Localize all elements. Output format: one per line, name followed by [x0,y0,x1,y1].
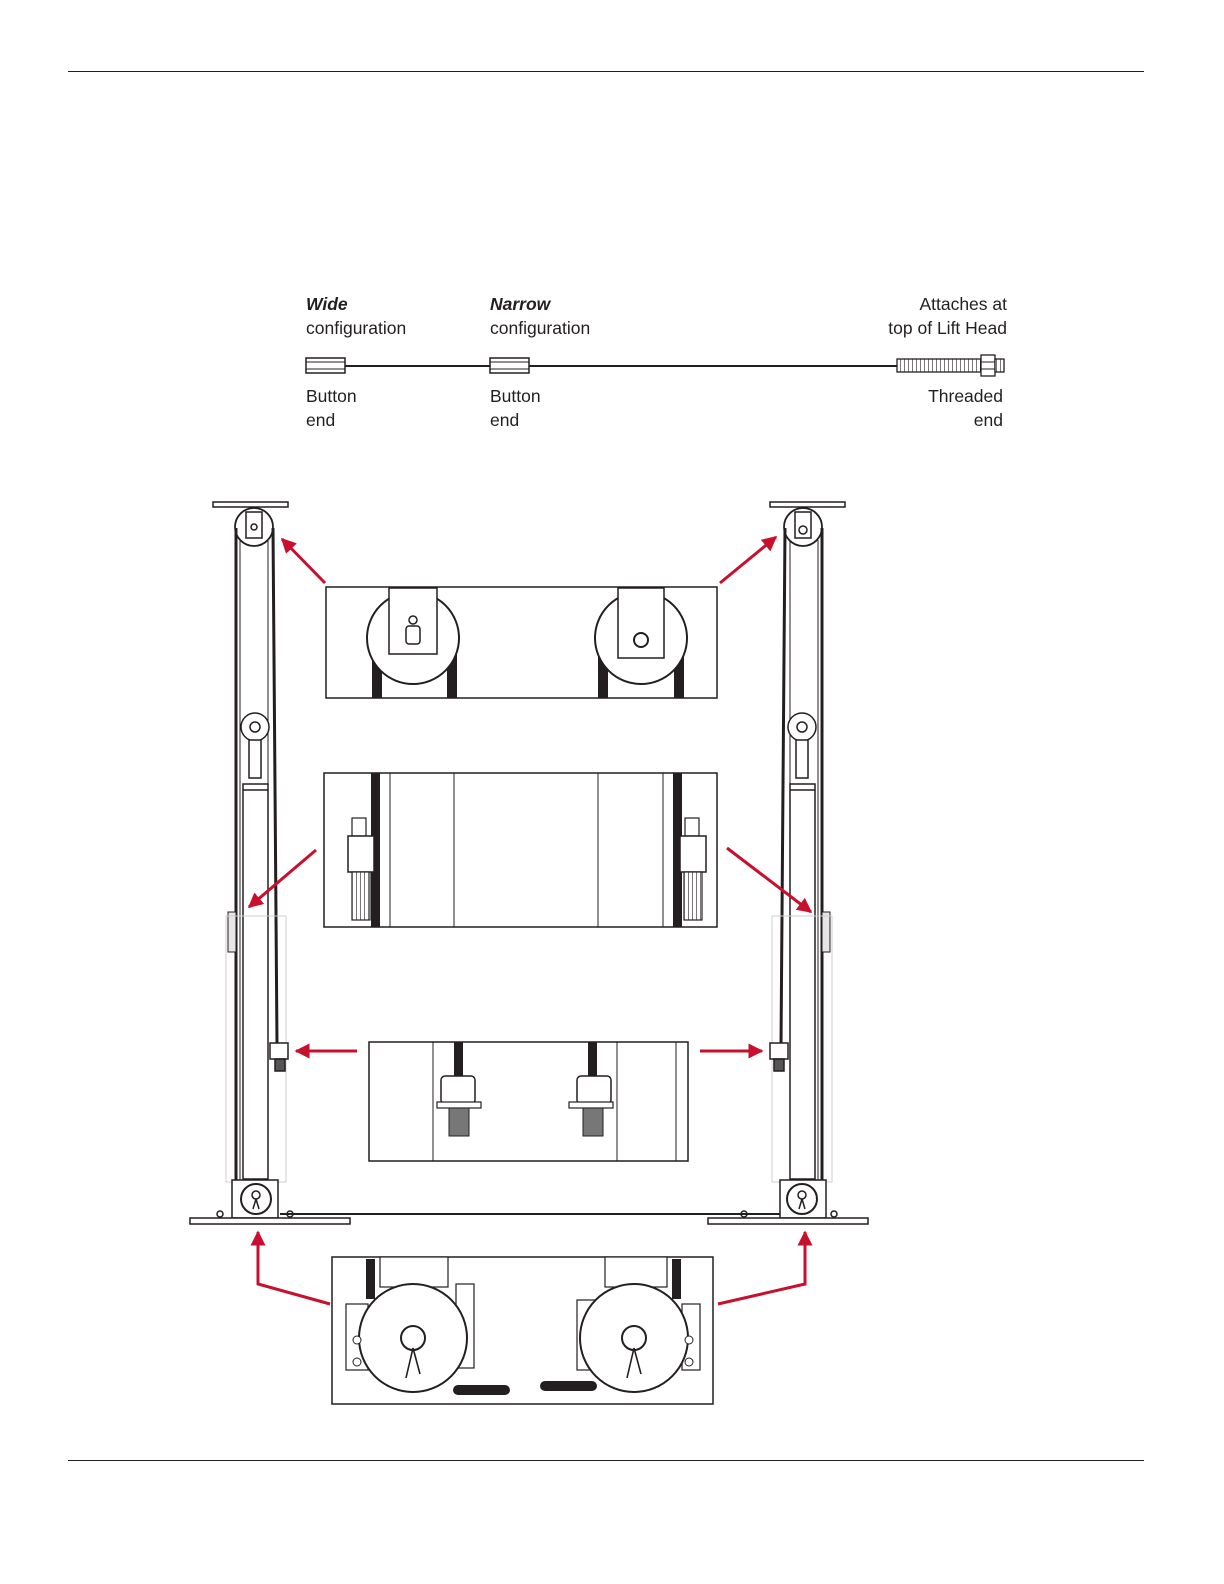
detail-top-pulleys [326,587,717,698]
arrow-winch-left [258,1232,330,1304]
detail-button-ends [369,1042,688,1161]
detail-winch-drums [332,1257,713,1404]
wide-button-end-label: Button end [306,386,357,430]
right-mast [708,502,868,1224]
arrow-winch-right [718,1232,805,1304]
lift-head-attach-label: Attaches at top of Lift Head [888,294,1007,338]
threaded-end-label: Threaded end [928,386,1003,430]
arrow-top-left [282,539,325,583]
cable-illustration [306,355,1004,376]
detail-threaded-ends [324,773,717,927]
arrow-top-right [720,537,776,583]
threaded-end-fitting [897,355,1004,376]
narrow-button-end-fitting [490,358,529,373]
wide-config-label: Wide configuration [306,294,407,338]
wide-button-end-fitting [306,358,345,373]
narrow-button-end-label: Button end [490,386,541,430]
narrow-config-label: Narrow configuration [490,294,591,338]
